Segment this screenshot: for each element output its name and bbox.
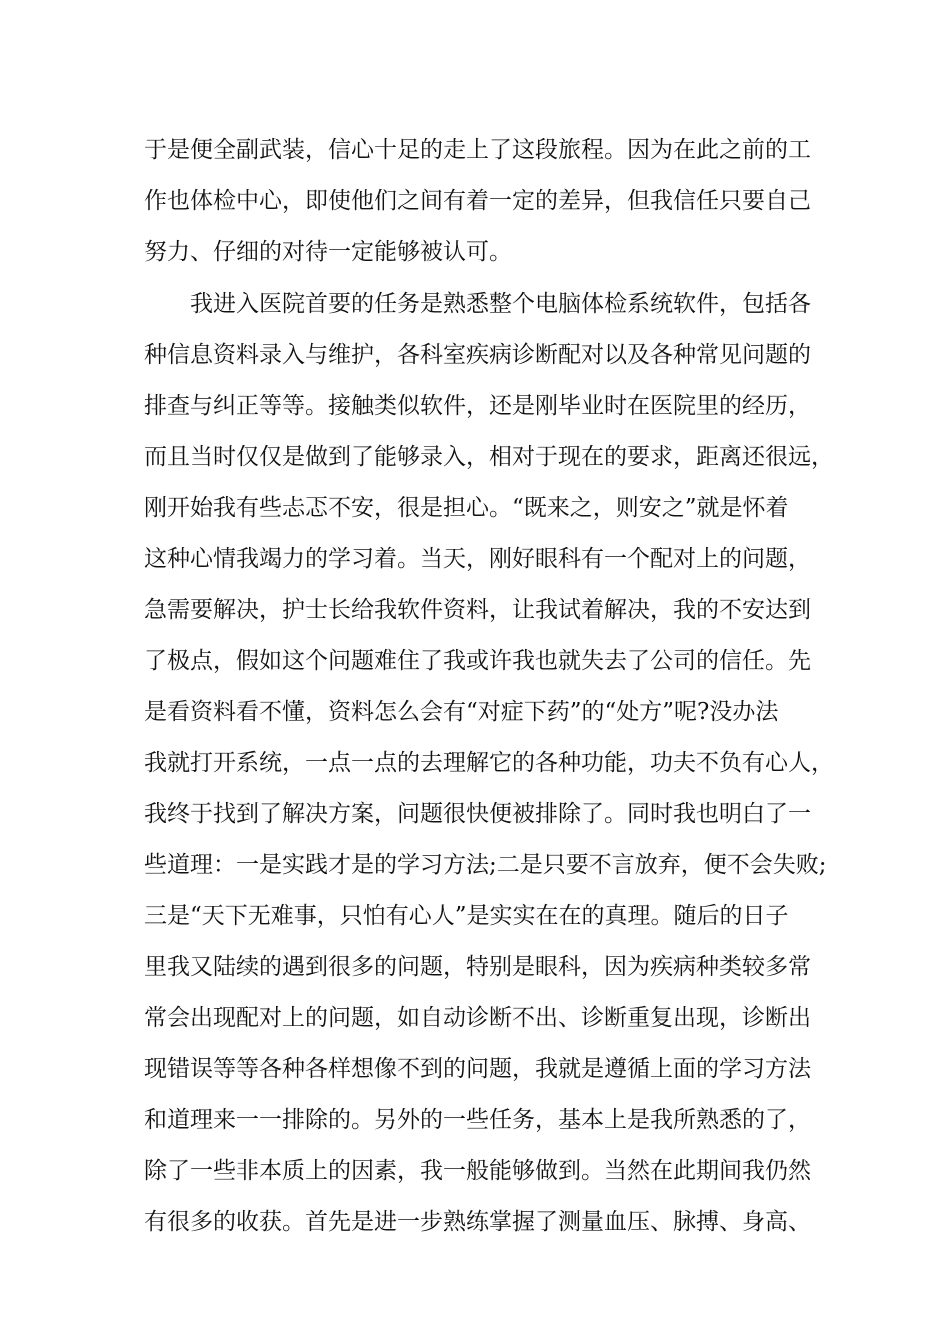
text-line: 是看资料看不懂，资料怎么会有“对症下药”的“处方”呢?没办法 bbox=[144, 699, 779, 725]
text-line: 于是便全副武装，信心十足的走上了这段旅程。因为在此之前的工 bbox=[144, 137, 811, 163]
text-line: 排查与纠正等等。接触类似软件，还是刚毕业时在医院里的经历， bbox=[144, 393, 811, 419]
text-line: 和道理来一一排除的。另外的一些任务，基本上是我所熟悉的了， bbox=[144, 1107, 811, 1133]
text-line: 现错误等等各种各样想像不到的问题，我就是遵循上面的学习方法 bbox=[144, 1056, 811, 1082]
text-line: 除了一些非本质上的因素，我一般能够做到。当然在此期间我仍然 bbox=[144, 1158, 811, 1184]
text-line: 种信息资料录入与维护，各科室疾病诊断配对以及各种常见问题的 bbox=[144, 342, 811, 368]
text-line: 了极点，假如这个问题难住了我或许我也就失去了公司的信任。先 bbox=[144, 648, 811, 674]
text-line: 急需要解决，护士长给我软件资料，让我试着解决，我的不安达到 bbox=[144, 597, 811, 623]
text-line: 三是“天下无难事，只怕有心人”是实实在在的真理。随后的日子 bbox=[144, 903, 789, 929]
text-line: 里我又陆续的遇到很多的问题，特别是眼科，因为疾病种类较多常 bbox=[144, 954, 811, 980]
text-line: 这种心情我竭力的学习着。当天，刚好眼科有一个配对上的问题， bbox=[144, 546, 811, 572]
text-line: 常会出现配对上的问题，如自动诊断不出、诊断重复出现，诊断出 bbox=[144, 1005, 811, 1031]
text-line: 我就打开系统，一点一点的去理解它的各种功能，功夫不负有心人， bbox=[144, 750, 834, 776]
text-line: 而且当时仅仅是做到了能够录入，相对于现在的要求，距离还很远， bbox=[144, 444, 834, 470]
text-line: 刚开始我有些忐忑不安，很是担心。“既来之，则安之”就是怀着 bbox=[144, 495, 789, 521]
text-line: 我进入医院首要的任务是熟悉整个电脑体检系统软件，包括各 bbox=[144, 291, 811, 317]
text-line: 我终于找到了解决方案，问题很快便被排除了。同时我也明白了一 bbox=[144, 801, 811, 827]
text-line: 些道理：一是实践才是的学习方法;二是只要不言放弃，便不会失败; bbox=[144, 852, 827, 878]
text-line: 作也体检中心，即使他们之间有着一定的差异，但我信任只要自己 bbox=[144, 188, 811, 214]
text-line: 有很多的收获。首先是进一步熟练掌握了测量血压、脉搏、身高、 bbox=[144, 1209, 811, 1235]
text-line: 努力、仔细的对待一定能够被认可。 bbox=[144, 239, 512, 265]
